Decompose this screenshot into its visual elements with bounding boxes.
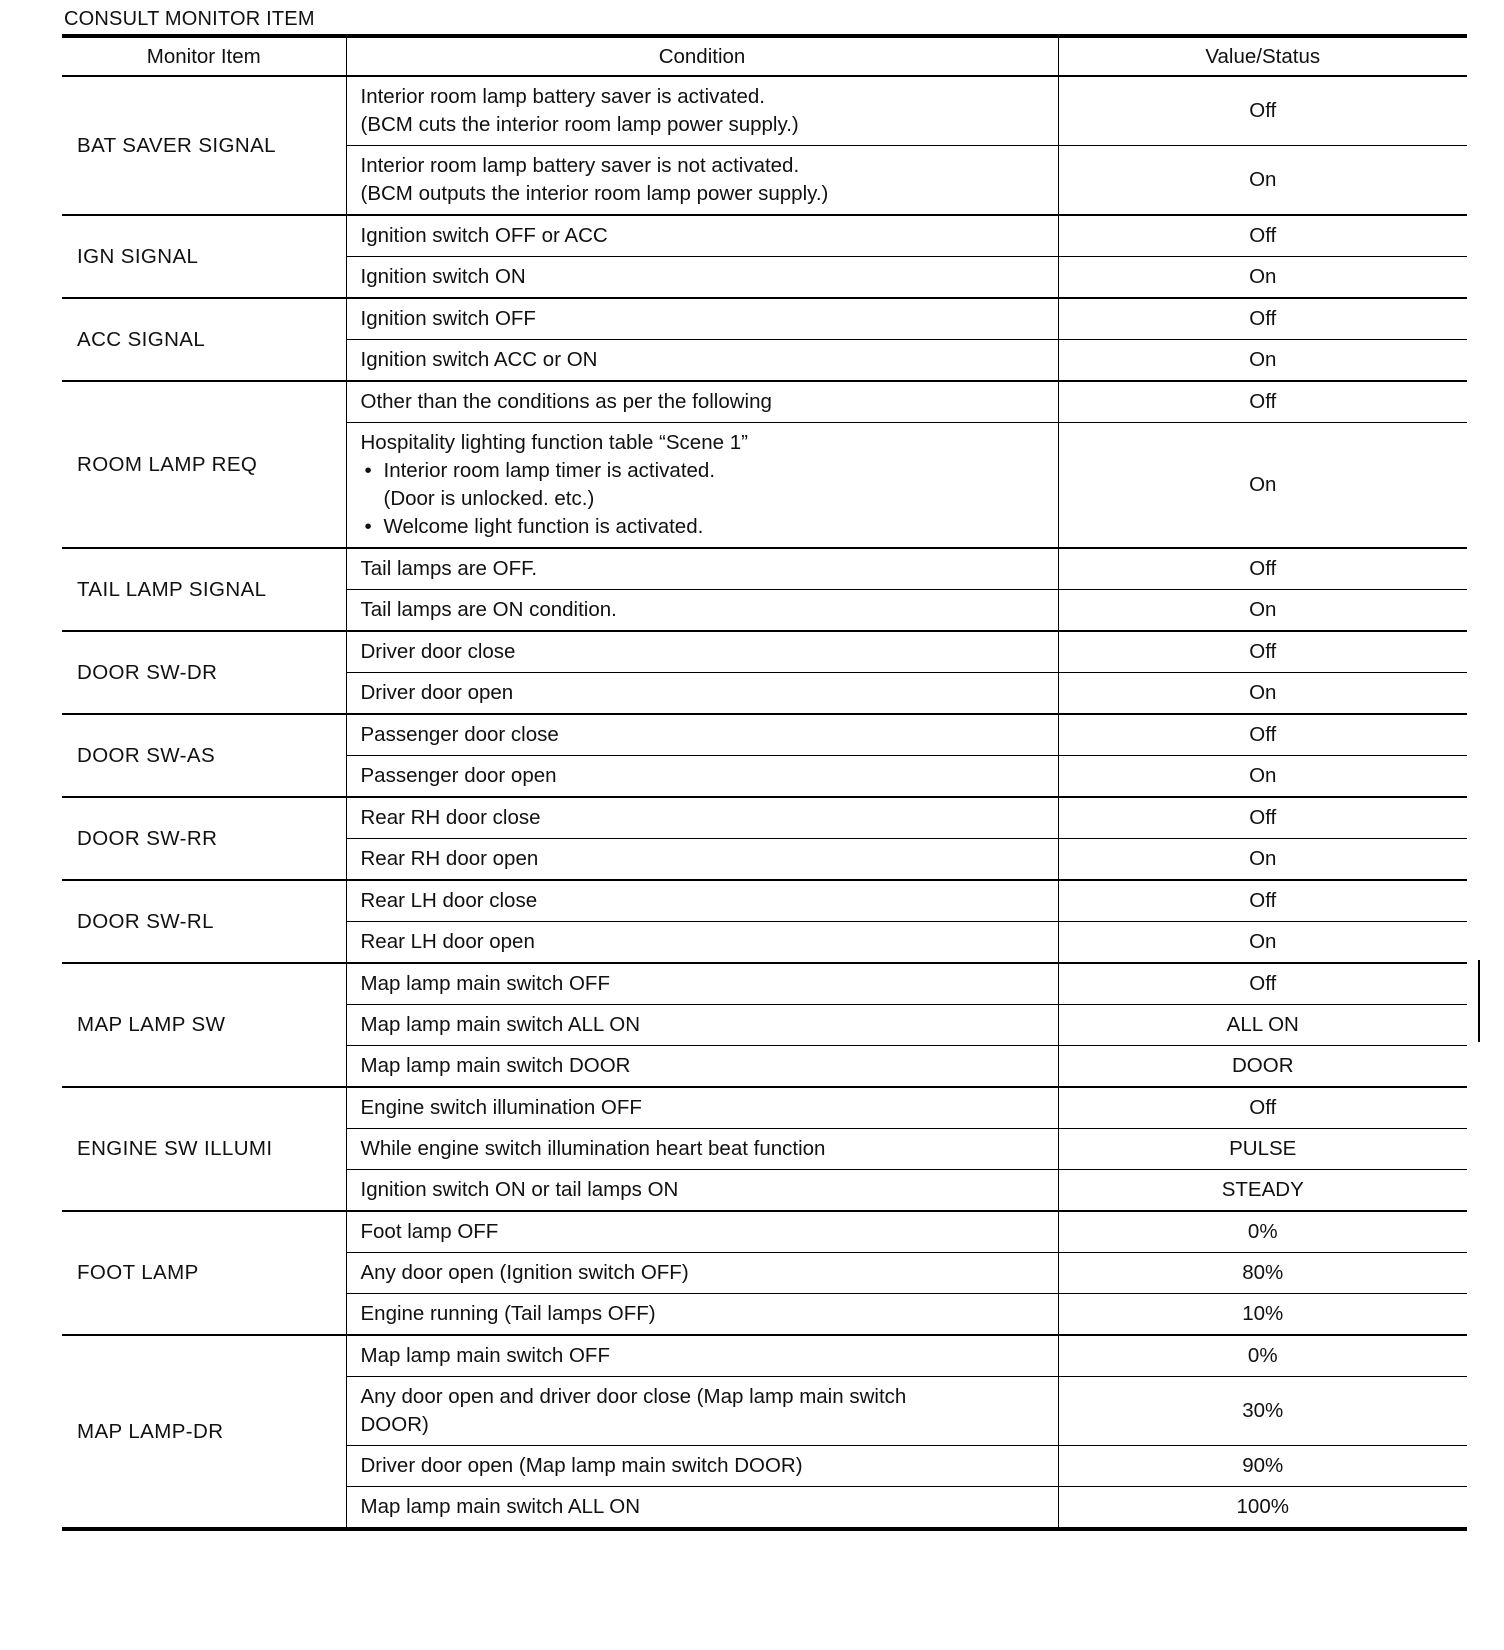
- value-status-cell: On: [1058, 423, 1467, 549]
- table-row: [62, 76, 1467, 146]
- condition-bullet: • Interior room lamp timer is activated.: [361, 457, 1044, 485]
- value-status-cell: DOOR: [1058, 1046, 1467, 1088]
- condition-cell: [346, 839, 1058, 881]
- value-status-cell: 0%: [1058, 1335, 1467, 1377]
- table-row: [62, 381, 1467, 423]
- condition-line: (BCM outputs the interior room lamp power supply.): [360, 182, 829, 205]
- header-value-status: Value/Status: [1058, 36, 1467, 76]
- value-status-cell: On: [1058, 922, 1467, 964]
- value-status-cell: Off: [1058, 714, 1467, 756]
- condition-line: DOOR): [360, 1413, 429, 1436]
- condition-cell: [346, 76, 1058, 146]
- table-row: [62, 631, 1467, 673]
- value-status-cell: 10%: [1058, 1294, 1467, 1336]
- condition-bullet: • Welcome light function is activated.: [361, 513, 1044, 541]
- condition-line: Tail lamps are OFF.: [360, 557, 538, 580]
- value-status-cell: Off: [1058, 76, 1467, 146]
- condition-line: Foot lamp OFF: [360, 1220, 499, 1243]
- condition-cell: [346, 922, 1058, 964]
- table-row: [62, 797, 1467, 839]
- monitor-item-cell: ROOM LAMP REQ: [62, 381, 346, 548]
- condition-cell: [346, 1046, 1058, 1088]
- condition-line: Hospitality lighting function table “Scene 1”: [360, 431, 748, 454]
- value-status-cell: Off: [1058, 631, 1467, 673]
- condition-line: Other than the conditions as per the following: [360, 390, 772, 413]
- condition-line: Passenger door open: [360, 764, 557, 787]
- value-status-cell: On: [1058, 839, 1467, 881]
- condition-bullet-note: (Door is unlocked. etc.): [383, 487, 595, 510]
- value-status-cell: Off: [1058, 548, 1467, 590]
- monitor-item-cell: IGN SIGNAL: [62, 215, 346, 298]
- condition-line: Interior room lamp battery saver is not activated.: [360, 154, 800, 177]
- value-status-cell: Off: [1058, 298, 1467, 340]
- condition-line: Rear RH door open: [360, 847, 539, 870]
- monitor-item-cell: MAP LAMP-DR: [62, 1335, 346, 1529]
- monitor-item-cell: ACC SIGNAL: [62, 298, 346, 381]
- consult-monitor-table: [62, 34, 1467, 1531]
- condition-cell: [346, 1087, 1058, 1129]
- table-body: [62, 76, 1467, 1529]
- condition-cell: [346, 257, 1058, 299]
- condition-line: Engine switch illumination OFF: [360, 1096, 642, 1119]
- condition-cell: [346, 1335, 1058, 1377]
- value-status-cell: Off: [1058, 880, 1467, 922]
- monitor-item-cell: ENGINE SW ILLUMI: [62, 1087, 346, 1211]
- monitor-item-cell: TAIL LAMP SIGNAL: [62, 548, 346, 631]
- condition-line: Map lamp main switch ALL ON: [360, 1013, 641, 1036]
- condition-line: While engine switch illumination heart beat function: [360, 1137, 826, 1160]
- condition-line: Ignition switch ACC or ON: [360, 348, 598, 371]
- table-row: [62, 548, 1467, 590]
- value-status-cell: Off: [1058, 215, 1467, 257]
- condition-line: Driver door open: [360, 681, 514, 704]
- value-status-cell: 100%: [1058, 1487, 1467, 1530]
- condition-cell: [346, 146, 1058, 216]
- monitor-item-cell: DOOR SW-AS: [62, 714, 346, 797]
- condition-cell: [346, 1377, 1058, 1446]
- value-status-cell: On: [1058, 590, 1467, 632]
- value-status-cell: On: [1058, 340, 1467, 382]
- condition-cell: [346, 1005, 1058, 1046]
- condition-line: Ignition switch ON: [360, 265, 526, 288]
- value-status-cell: Off: [1058, 381, 1467, 423]
- value-status-cell: 0%: [1058, 1211, 1467, 1253]
- condition-cell: [346, 381, 1058, 423]
- condition-cell: [346, 548, 1058, 590]
- value-status-cell: On: [1058, 146, 1467, 216]
- condition-cell: [346, 714, 1058, 756]
- condition-line: Map lamp main switch DOOR: [360, 1054, 631, 1077]
- condition-line: Interior room lamp battery saver is activated.: [360, 85, 765, 108]
- value-status-cell: STEADY: [1058, 1170, 1467, 1212]
- value-status-cell: On: [1058, 756, 1467, 798]
- condition-cell: [346, 1487, 1058, 1530]
- condition-cell: [346, 673, 1058, 715]
- condition-cell: [346, 880, 1058, 922]
- condition-line: Tail lamps are ON condition.: [360, 598, 617, 621]
- monitor-item-cell: FOOT LAMP: [62, 1211, 346, 1335]
- condition-line: Any door open (Ignition switch OFF): [360, 1261, 689, 1284]
- document-title: CONSULT MONITOR ITEM: [64, 8, 315, 30]
- condition-line: Ignition switch ON or tail lamps ON: [360, 1178, 679, 1201]
- condition-line: Any door open and driver door close (Map lamp main switch: [360, 1385, 907, 1408]
- condition-cell: [346, 756, 1058, 798]
- value-status-cell: 90%: [1058, 1446, 1467, 1487]
- table-row: [62, 1335, 1467, 1377]
- value-status-cell: Off: [1058, 1087, 1467, 1129]
- value-status-cell: 80%: [1058, 1253, 1467, 1294]
- condition-line: Rear LH door open: [360, 930, 535, 953]
- table-row: [62, 1211, 1467, 1253]
- monitor-item-cell: DOOR SW-RR: [62, 797, 346, 880]
- header-condition: Condition: [346, 36, 1058, 76]
- condition-cell: [346, 1294, 1058, 1336]
- condition-line: Ignition switch OFF: [360, 307, 536, 330]
- condition-cell: [346, 1129, 1058, 1170]
- revision-change-bar: [1478, 960, 1480, 1042]
- condition-line: Engine running (Tail lamps OFF): [360, 1302, 656, 1325]
- monitor-item-cell: DOOR SW-DR: [62, 631, 346, 714]
- condition-line: Map lamp main switch OFF: [360, 1344, 610, 1367]
- condition-cell: [346, 1211, 1058, 1253]
- condition-cell: [346, 963, 1058, 1005]
- condition-line: Rear LH door close: [360, 889, 538, 912]
- condition-cell: [346, 590, 1058, 632]
- condition-cell: [346, 1170, 1058, 1212]
- table-header-row: [62, 36, 1467, 76]
- value-status-cell: Off: [1058, 963, 1467, 1005]
- header-monitor-item: Monitor Item: [62, 36, 346, 76]
- condition-cell: [346, 215, 1058, 257]
- monitor-item-cell: DOOR SW-RL: [62, 880, 346, 963]
- table-row: [62, 714, 1467, 756]
- value-status-cell: On: [1058, 257, 1467, 299]
- condition-line: Ignition switch OFF or ACC: [360, 224, 608, 247]
- condition-cell: [346, 1253, 1058, 1294]
- table-row: [62, 298, 1467, 340]
- table-row: [62, 215, 1467, 257]
- condition-line: Driver door close: [360, 640, 516, 663]
- condition-line: Map lamp main switch OFF: [360, 972, 610, 995]
- value-status-cell: PULSE: [1058, 1129, 1467, 1170]
- table-row: [62, 1087, 1467, 1129]
- condition-line: Driver door open (Map lamp main switch DOOR): [360, 1454, 803, 1477]
- condition-cell: [346, 298, 1058, 340]
- condition-cell: [346, 423, 1058, 549]
- condition-cell: [346, 797, 1058, 839]
- condition-line: (BCM cuts the interior room lamp power supply.): [360, 113, 799, 136]
- condition-line: Passenger door close: [360, 723, 559, 746]
- value-status-cell: 30%: [1058, 1377, 1467, 1446]
- monitor-item-cell: MAP LAMP SW: [62, 963, 346, 1087]
- value-status-cell: Off: [1058, 797, 1467, 839]
- condition-cell: [346, 1446, 1058, 1487]
- table-row: [62, 963, 1467, 1005]
- condition-cell: [346, 340, 1058, 382]
- value-status-cell: On: [1058, 673, 1467, 715]
- value-status-cell: ALL ON: [1058, 1005, 1467, 1046]
- table-row: [62, 880, 1467, 922]
- monitor-item-cell: BAT SAVER SIGNAL: [62, 76, 346, 215]
- condition-line: Map lamp main switch ALL ON: [360, 1495, 641, 1518]
- condition-line: Rear RH door close: [360, 806, 541, 829]
- condition-cell: [346, 631, 1058, 673]
